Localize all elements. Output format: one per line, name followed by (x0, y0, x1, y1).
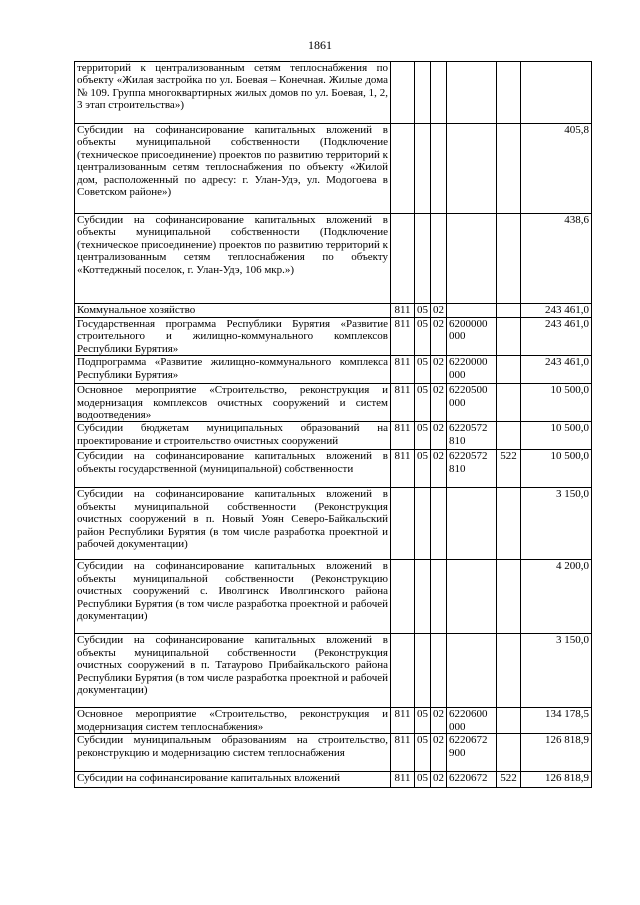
ministry-code (391, 124, 415, 214)
target-code: 6200000 000 (447, 318, 497, 356)
section-code (415, 124, 431, 214)
section-code (415, 214, 431, 304)
expense-type-code (497, 356, 521, 384)
amount: 243 461,0 (521, 318, 592, 356)
section-code: 05 (415, 450, 431, 488)
amount: 4 200,0 (521, 560, 592, 634)
table-row (75, 124, 592, 214)
subsection-code: 02 (431, 318, 447, 356)
target-code (447, 214, 497, 304)
amount: 3 150,0 (521, 634, 592, 708)
amount: 405,8 (521, 124, 592, 214)
target-code (447, 488, 497, 560)
expense-type-code: 522 (497, 450, 521, 488)
section-code: 05 (415, 384, 431, 422)
ministry-code (391, 634, 415, 708)
table-row (75, 708, 592, 734)
expense-type-code (497, 214, 521, 304)
table-row (75, 734, 592, 772)
subsection-code: 02 (431, 356, 447, 384)
amount: 126 818,9 (521, 772, 592, 788)
target-code (447, 560, 497, 634)
target-code: 6220572 810 (447, 422, 497, 450)
expense-type-code (497, 124, 521, 214)
subsection-code: 02 (431, 708, 447, 734)
budget-table (74, 61, 592, 788)
table-row (75, 450, 592, 488)
subsection-code: 02 (431, 384, 447, 422)
subsection-code: 02 (431, 422, 447, 450)
subsection-code (431, 634, 447, 708)
expense-type-code (497, 318, 521, 356)
ministry-code (391, 62, 415, 124)
ministry-code (391, 488, 415, 560)
ministry-code: 811 (391, 304, 415, 318)
expense-type-code (497, 304, 521, 318)
subsection-code: 02 (431, 734, 447, 772)
expense-type-code: 522 (497, 772, 521, 788)
subsection-code (431, 488, 447, 560)
expense-type-code (497, 708, 521, 734)
target-code: 6220000 000 (447, 356, 497, 384)
table-row (75, 384, 592, 422)
target-code (447, 124, 497, 214)
section-code (415, 634, 431, 708)
section-code (415, 488, 431, 560)
section-code: 05 (415, 708, 431, 734)
expense-type-code (497, 384, 521, 422)
amount: 3 150,0 (521, 488, 592, 560)
ministry-code: 811 (391, 708, 415, 734)
subsection-code: 02 (431, 772, 447, 788)
amount: 243 461,0 (521, 356, 592, 384)
expense-type-code (497, 560, 521, 634)
target-code: 6220500 000 (447, 384, 497, 422)
ministry-code: 811 (391, 422, 415, 450)
row-name: Государственная программа Республики Бурятия «Развитие строительного и жилищно-коммунального комплексов Республики Бурятия» (75, 318, 391, 356)
row-name: Субсидии бюджетам муниципальных образований на проектирование и строительство очистных сооружений (75, 422, 391, 450)
row-name: Субсидии на софинансирование капитальных вложений в объекты государственной (муниципальной) собственности (75, 450, 391, 488)
target-code (447, 62, 497, 124)
table-row (75, 422, 592, 450)
section-code: 05 (415, 772, 431, 788)
amount: 10 500,0 (521, 450, 592, 488)
amount (521, 62, 592, 124)
table-row (75, 488, 592, 560)
section-code: 05 (415, 304, 431, 318)
table-row (75, 772, 592, 788)
expense-type-code (497, 488, 521, 560)
ministry-code: 811 (391, 384, 415, 422)
amount: 10 500,0 (521, 384, 592, 422)
row-name: Подпрограмма «Развитие жилищно-коммунального комплекса Республики Бурятия» (75, 356, 391, 384)
subsection-code (431, 560, 447, 634)
section-code (415, 560, 431, 634)
section-code: 05 (415, 422, 431, 450)
target-code: 6220600 000 (447, 708, 497, 734)
target-code (447, 304, 497, 318)
amount: 243 461,0 (521, 304, 592, 318)
subsection-code (431, 62, 447, 124)
page-number: 1861 (308, 38, 332, 52)
target-code: 6220672 (447, 772, 497, 788)
section-code: 05 (415, 734, 431, 772)
ministry-code (391, 560, 415, 634)
table-row (75, 304, 592, 318)
row-name: Субсидии на софинансирование капитальных вложений в объекты муниципальной собственности (Реконструкцию очистных сооружений с. Иволгинск Иволгинского района Республики Бурятия (в том числе разработка проектной и рабочей документации) (75, 560, 391, 634)
table-row (75, 634, 592, 708)
amount: 438,6 (521, 214, 592, 304)
subsection-code (431, 214, 447, 304)
subsection-code: 02 (431, 450, 447, 488)
section-code: 05 (415, 318, 431, 356)
expense-type-code (497, 62, 521, 124)
table-row (75, 356, 592, 384)
row-name: Субсидии на софинансирование капитальных вложений в объекты муниципальной собственности (Реконструкция очистных сооружений в п. Татаурово Прибайкальского района Республики Бурятия (в том числе разработка проектной и рабочей документации) (75, 634, 391, 708)
ministry-code (391, 214, 415, 304)
row-name: Субсидии на софинансирование капитальных вложений в объекты муниципальной собственности (Реконструкция очистных сооружений в п. Новый Уоян Северо-Байкальский район Республики Бурятия (в том числе разработка проектной и рабочей документации) (75, 488, 391, 560)
table-row (75, 214, 592, 304)
row-name: Основное мероприятие «Строительство, реконструкция и модернизация систем теплоснабжения» (75, 708, 391, 734)
target-code (447, 634, 497, 708)
section-code: 05 (415, 356, 431, 384)
amount: 10 500,0 (521, 422, 592, 450)
amount: 134 178,5 (521, 708, 592, 734)
ministry-code: 811 (391, 450, 415, 488)
ministry-code: 811 (391, 734, 415, 772)
target-code: 6220572 810 (447, 450, 497, 488)
amount: 126 818,9 (521, 734, 592, 772)
expense-type-code (497, 422, 521, 450)
ministry-code: 811 (391, 356, 415, 384)
expense-type-code (497, 634, 521, 708)
row-name: Субсидии на софинансирование капитальных вложений (75, 772, 391, 788)
expense-type-code (497, 734, 521, 772)
row-name: Субсидии муниципальным образованиям на строительство, реконструкцию и модернизацию систем теплоснабжения (75, 734, 391, 772)
subsection-code (431, 124, 447, 214)
row-name: Коммунальное хозяйство (75, 304, 391, 318)
target-code: 6220672 900 (447, 734, 497, 772)
row-name: Субсидии на софинансирование капитальных вложений в объекты муниципальной собственности (Подключение (техническое присоединение) проектов по развитию территорий к централизованным сетям теплоснабжения по объекту «Коттеджный поселок, г. Улан-Удэ, 106 мкр.») (75, 214, 391, 304)
section-code (415, 62, 431, 124)
row-name: территорий к централизованным сетям теплоснабжения по объекту «Жилая застройка по ул. Боевая – Конечная. Жилые дома № 109. Группа многоквартирных жилых домов по ул. Боевая, 1, 2, 3 этап строительства») (75, 62, 391, 124)
table-row (75, 560, 592, 634)
ministry-code: 811 (391, 318, 415, 356)
subsection-code: 02 (431, 304, 447, 318)
ministry-code: 811 (391, 772, 415, 788)
table-row (75, 62, 592, 124)
table-row (75, 318, 592, 356)
row-name: Основное мероприятие «Строительство, реконструкция и модернизация комплексов очистных сооружений и систем водоотведения» (75, 384, 391, 422)
row-name: Субсидии на софинансирование капитальных вложений в объекты муниципальной собственности (Подключение (техническое присоединение) проектов по развитию территорий к централизованным сетям теплоснабжения по объекту «Жилой дом, расположенный по адресу: г. Улан-Удэ, ул. Модогоева в Советском районе») (75, 124, 391, 214)
